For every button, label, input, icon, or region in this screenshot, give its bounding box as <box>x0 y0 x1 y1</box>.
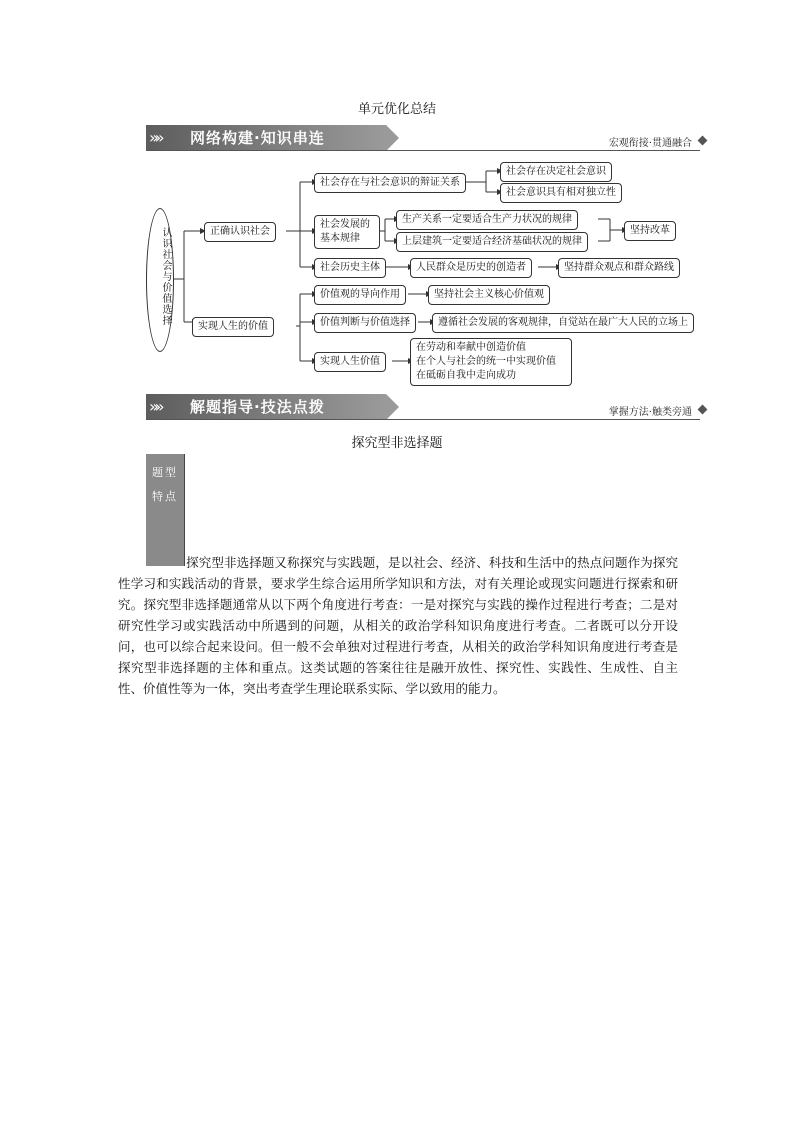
page-title: 单元优化总结 <box>357 102 436 117</box>
body-text: 探究型非选择题又称探究与实践题，是以社会、经济、科技和生活中的热点问题作为探究性学习和实践活动的背景，要求学生综合运用所学知识和方法，对有关理论或现实问题进行探索和研究。探究型非选择题通常从以下两个角度进行考查：一是对探究与实践的操作过程进行考查；二是对研究性学习或实践活动中所遇到的问题，从相关的政治学科知识角度进行考查。二者既可以分开设问，也可以综合起来设问。但一般不会单独对过程进行考查，从相关的政治学科知识角度进行考查是探究型非选择题的主体和重点。这类试题的答案往往是融开放性、探究性、实践性、生成性、自主性、价值性等为一体，突出考查学生理论联系实际、学以致用的能力。 <box>118 555 678 696</box>
node-uphold-reform: 坚持改革 <box>624 221 676 241</box>
banner-subtitle: 宏观衔接·贯通融合 <box>608 138 692 149</box>
node-basic-laws <box>314 215 380 249</box>
leaf-core-values: 坚持社会主义核心价值观 <box>428 285 550 305</box>
branch-realize-value: 实现人生的价值 <box>192 317 274 337</box>
node-existence-consciousness: 社会存在与社会意识的辩证关系 <box>314 173 466 193</box>
leaf-objective-laws: 遵循社会发展的客观规律，自觉站在最广大人民的立场上 <box>432 313 694 333</box>
leaf-line: 在劳动和奉献中创造价值 <box>416 342 526 353</box>
double-chevron-icon: »» <box>149 128 161 147</box>
node-people-create-history: 人民群众是历史的创造者 <box>410 258 532 278</box>
leaf-superstructure: 上层建筑一定要适合经济基础状况的规律 <box>396 232 588 252</box>
node-realize-life-value: 实现人生价值 <box>314 352 386 372</box>
leaf-life-value-ways <box>410 338 572 386</box>
node-mass-line: 坚持群众观点和群众路线 <box>558 258 680 278</box>
node-historical-subject: 社会历史主体 <box>314 258 386 278</box>
section-title: 探究型非选择题 <box>351 436 443 451</box>
banner-heading: 解题指导·技法点拨 <box>190 398 325 416</box>
section-banner-guidance <box>146 394 706 420</box>
mindmap-root-label: 认识社会与价值选择 <box>160 227 171 326</box>
node-value-guidance: 价值观的导向作用 <box>314 285 406 305</box>
diamond-icon <box>698 405 708 415</box>
node-basic-laws-line2: 基本规律 <box>320 233 360 244</box>
tag-line2: 特点 <box>152 490 178 503</box>
banner-heading: 网络构建·知识串连 <box>190 129 325 147</box>
tag-line1: 题型 <box>152 466 178 479</box>
banner-rule <box>146 419 700 420</box>
leaf-relative-independence: 社会意识具有相对独立性 <box>500 183 622 203</box>
node-value-judgment: 价值判断与价值选择 <box>314 313 416 333</box>
node-basic-laws-line1: 社会发展的 <box>320 219 370 230</box>
leaf-line: 在个人与社会的统一中实现价值 <box>416 356 556 367</box>
question-type-tag <box>146 454 184 566</box>
mindmap-root <box>146 208 174 352</box>
leaf-existence-determines: 社会存在决定社会意识 <box>500 162 612 182</box>
mindmap-connectors <box>0 0 794 400</box>
leaf-production-relations: 生产关系一定要适合生产力状况的规律 <box>396 210 578 230</box>
banner-subtitle: 掌握方法·触类旁通 <box>608 407 692 418</box>
double-chevron-icon: »» <box>149 397 161 416</box>
branch-understand-society: 正确认识社会 <box>204 222 276 242</box>
tag-divider <box>184 454 185 566</box>
knowledge-mindmap <box>0 0 794 400</box>
body-paragraph <box>118 552 678 699</box>
leaf-line: 在砥砺自我中走向成功 <box>416 370 516 381</box>
